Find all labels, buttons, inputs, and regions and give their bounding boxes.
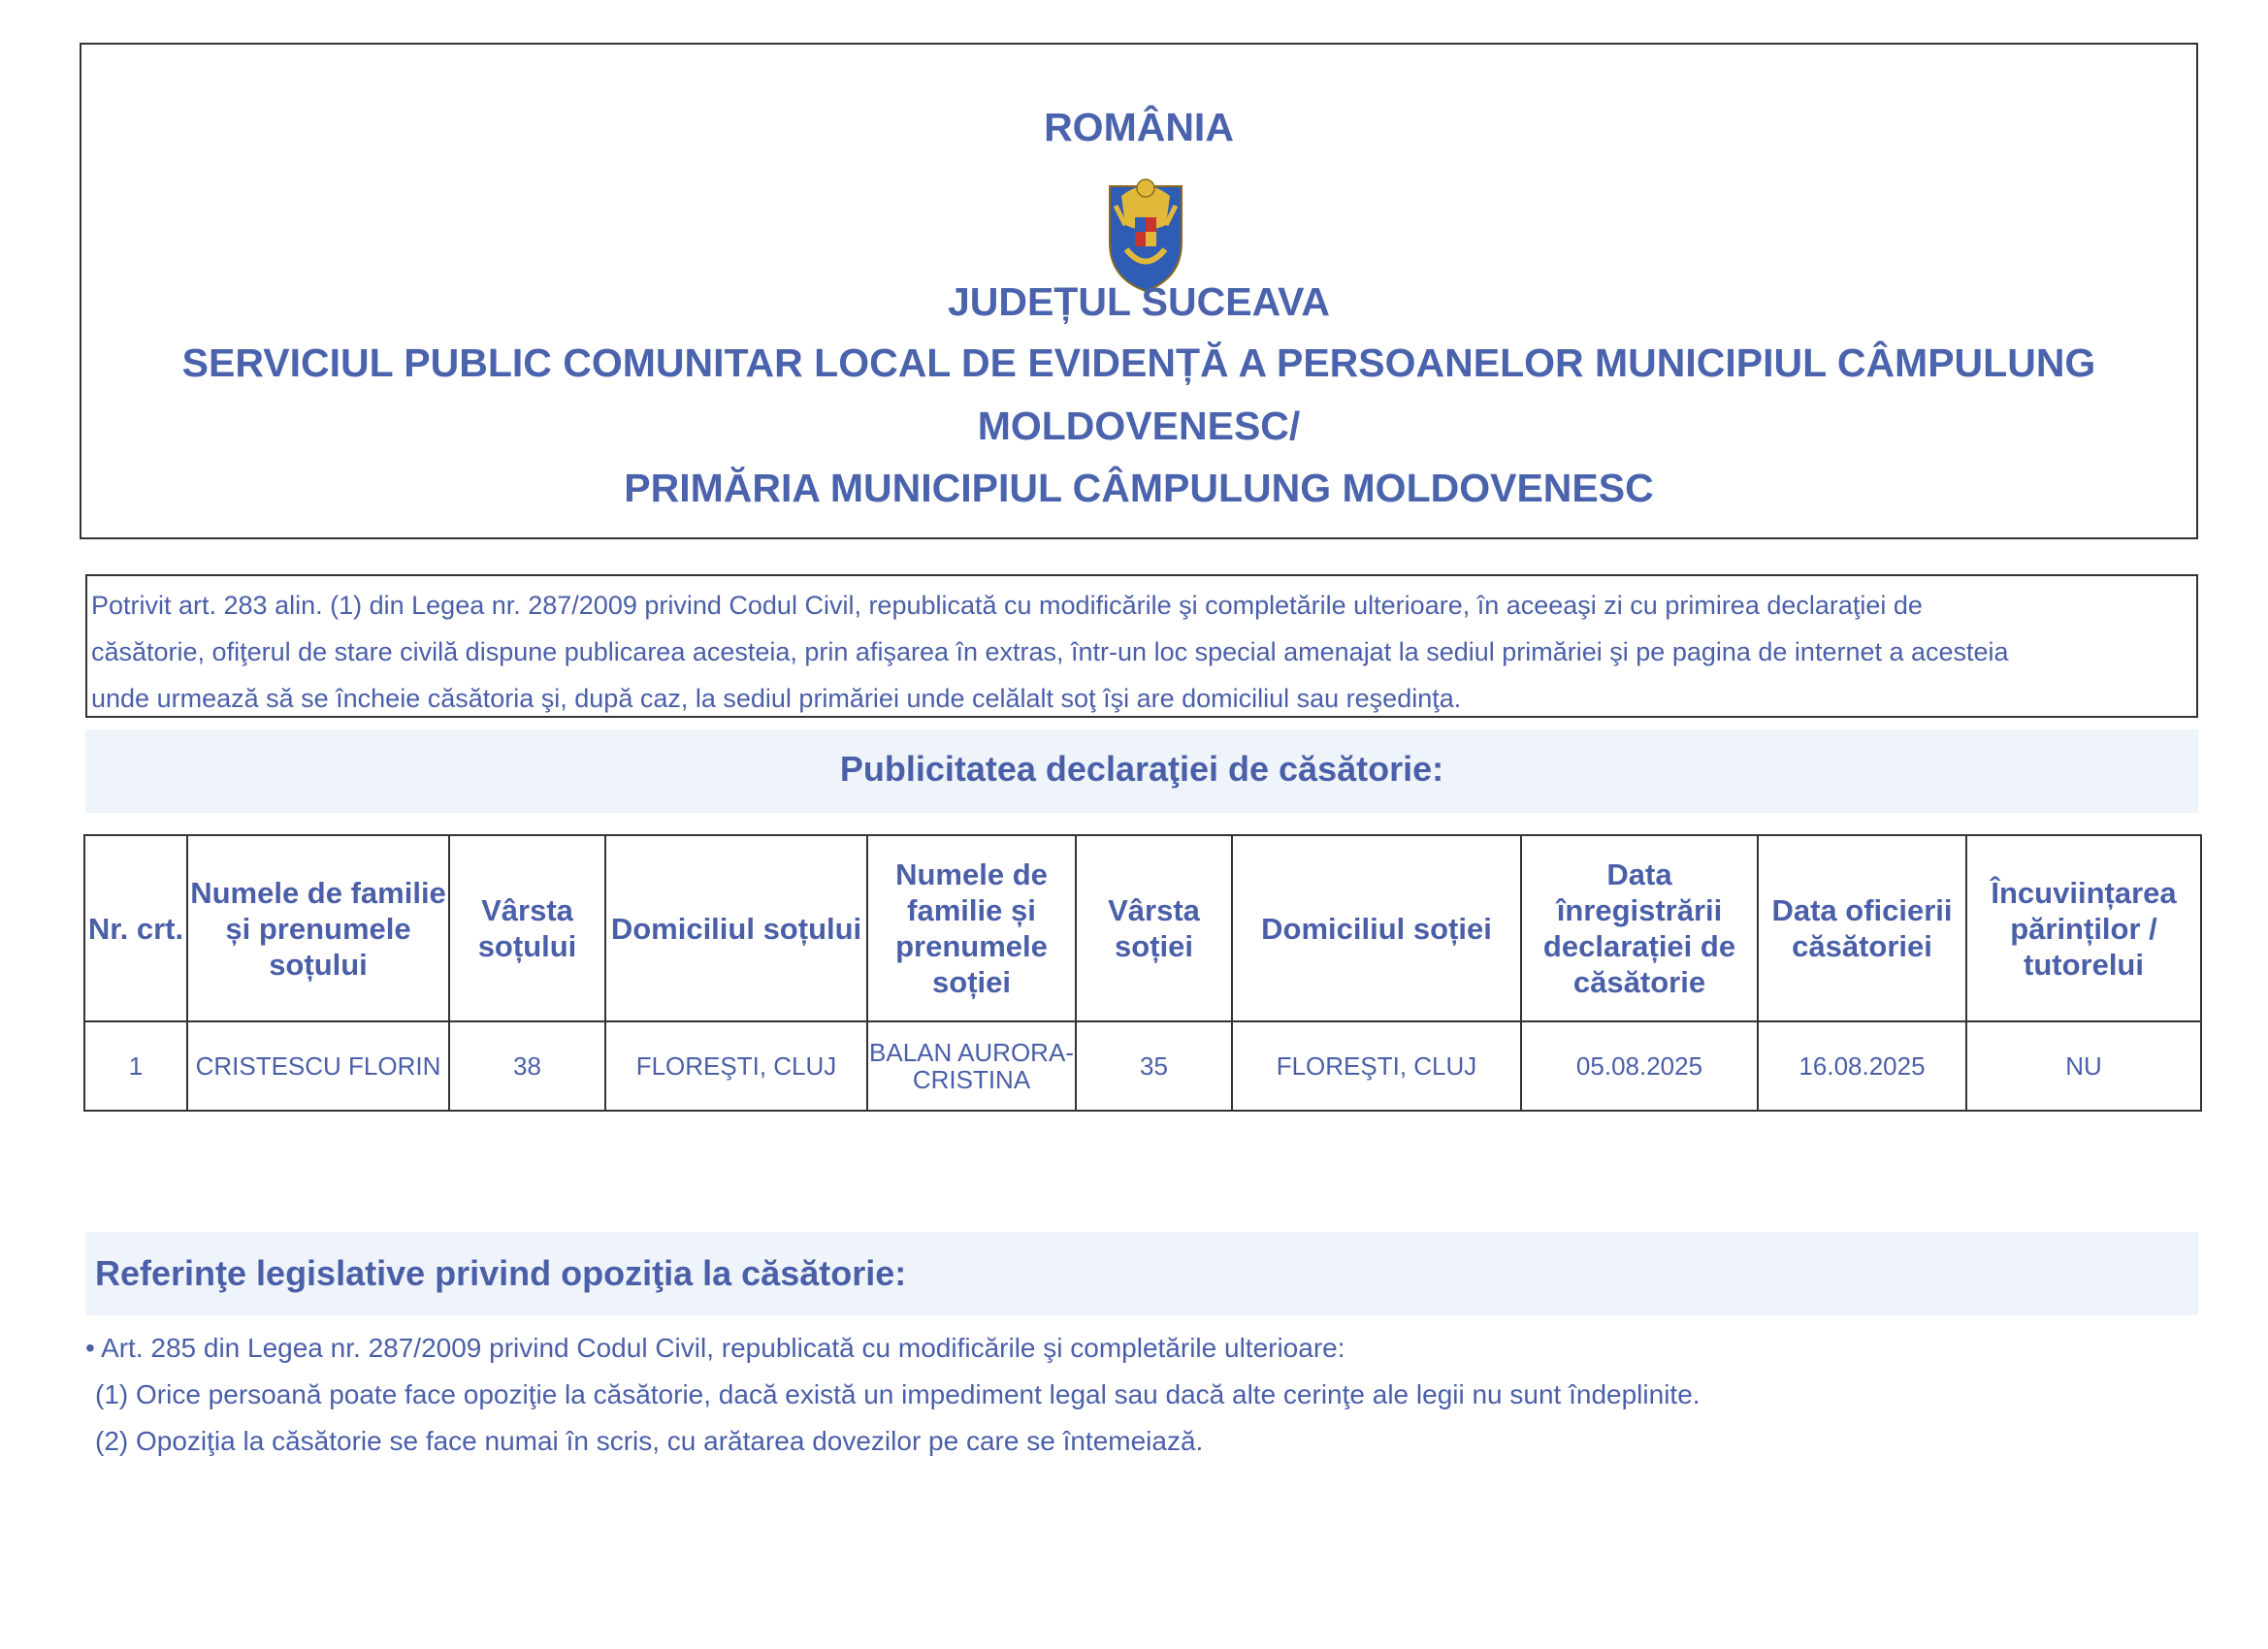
- declarations-table: [83, 834, 2202, 1112]
- col-header-wife-domicile: Domiciliul soției: [1232, 835, 1521, 1021]
- col-header-nr: Nr. crt.: [84, 835, 187, 1021]
- table-header-row: [84, 835, 2201, 1021]
- col-header-wife-name: Numele de familie și prenumele soției: [867, 835, 1076, 1021]
- references-paragraph-2: (2) Opoziţia la căsătorie se face numai în scris, cu arătarea dovezilor pe care se întemeiază.: [95, 1426, 1204, 1456]
- cell-nr: 1: [84, 1021, 187, 1111]
- cell-husband-name: CRISTESCU FLORIN: [187, 1021, 449, 1111]
- country-title: ROMÂNIA: [1044, 105, 1234, 149]
- service-title-line1: SERVICIUL PUBLIC COMUNITAR LOCAL DE EVIDENȚĂ A PERSOANELOR MUNICIPIUL CÂMPULUNG: [181, 340, 2096, 385]
- table-row: [84, 1021, 2201, 1111]
- col-header-wife-age: Vârsta soției: [1076, 835, 1232, 1021]
- town-hall-title: PRIMĂRIA MUNICIPIUL CÂMPULUNG MOLDOVENESC: [624, 466, 1654, 510]
- col-header-husband-domicile: Domiciliul soțului: [605, 835, 867, 1021]
- county-title: JUDEȚUL SUCEAVA: [947, 279, 1331, 324]
- cell-parental-consent: NU: [1966, 1021, 2201, 1111]
- romania-coat-of-arms-icon: [1102, 167, 1189, 293]
- references-title: Referinţe legislative privind opoziţia la căsătorie:: [95, 1253, 907, 1293]
- col-header-parental-consent: Încuviințarea părinților / tutorelui: [1966, 835, 2201, 1021]
- cell-registration-date: 05.08.2025: [1521, 1021, 1758, 1111]
- publication-title: Publicitatea declaraţiei de căsătorie:: [839, 749, 1444, 789]
- col-header-husband-age: Vârsta soțului: [449, 835, 605, 1021]
- service-title-line2: MOLDOVENESC/: [977, 404, 1301, 448]
- cell-wife-name: BALAN AURORA-CRISTINA: [867, 1021, 1076, 1111]
- col-header-husband-name: Numele de familie și prenumele soțului: [187, 835, 449, 1021]
- col-header-registration-date: Data înregistrării declarației de căsătorie: [1521, 835, 1758, 1021]
- cell-husband-age: 38: [449, 1021, 605, 1111]
- cell-marriage-date: 16.08.2025: [1758, 1021, 1966, 1111]
- cell-wife-domicile: FLOREŞTI, CLUJ: [1232, 1021, 1521, 1111]
- cell-husband-domicile: FLOREŞTI, CLUJ: [605, 1021, 867, 1111]
- references-bullet: • Art. 285 din Legea nr. 287/2009 privind Codul Civil, republicată cu modificările şi completările ulterioare:: [85, 1333, 1345, 1363]
- col-header-marriage-date: Data oficierii căsătoriei: [1758, 835, 1966, 1021]
- intro-line-2: căsătorie, ofiţerul de stare civilă dispune publicarea acesteia, prin afişarea în extras, într-un loc special amenajat la sediul primăriei şi pe pagina de internet a acesteia: [91, 637, 2009, 666]
- intro-line-1: Potrivit art. 283 alin. (1) din Legea nr. 287/2009 privind Codul Civil, republicată cu modificările şi completările ulterioare, în aceeaşi zi cu primirea declaraţiei de: [91, 591, 1923, 620]
- cell-wife-age: 35: [1076, 1021, 1232, 1111]
- intro-line-3: unde urmează să se încheie căsătoria şi, după caz, la sediul primăriei unde celălalt soţ îşi are domiciliul sau reşedinţa.: [91, 684, 1462, 713]
- references-paragraph-1: (1) Orice persoană poate face opoziţie la căsătorie, dacă există un impediment legal sau dacă alte cerinţe ale legii nu sunt îndeplinite.: [95, 1379, 1701, 1409]
- header-box: [80, 43, 2198, 539]
- legal-intro-box: [85, 574, 2198, 718]
